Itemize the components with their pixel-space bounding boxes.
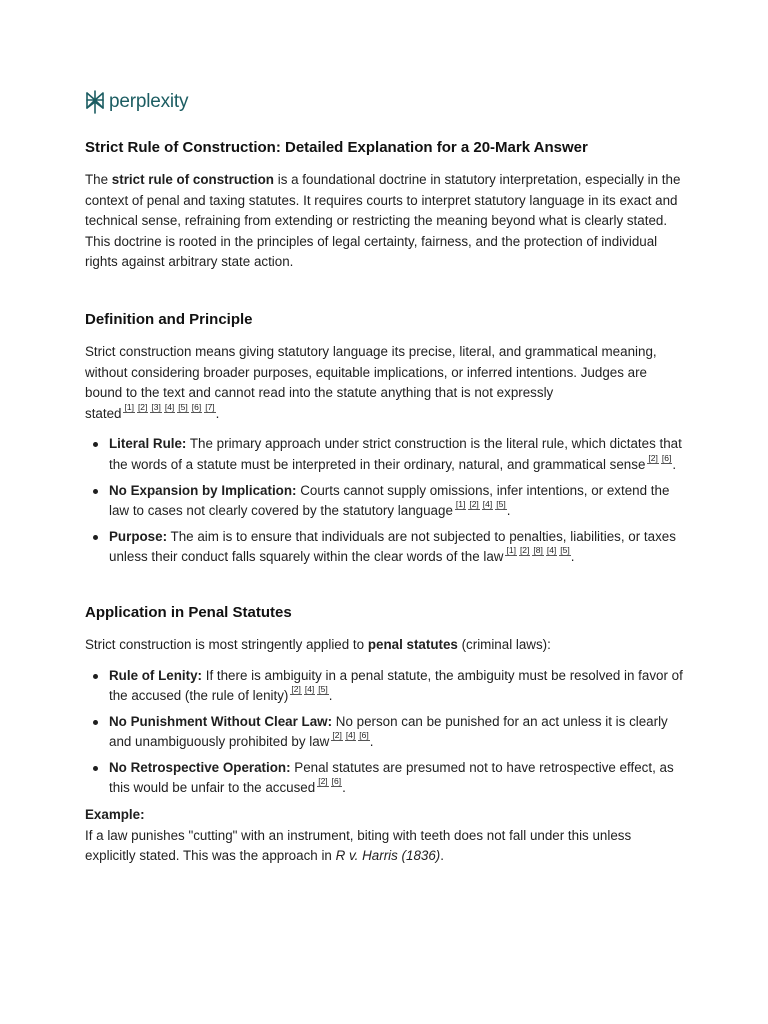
bullet-label: Purpose: <box>109 528 168 544</box>
citation-link[interactable]: [2] <box>291 684 301 695</box>
intro-paragraph <box>85 170 685 273</box>
bullet-label: No Retrospective Operation: <box>109 759 291 775</box>
definition-paragraph: Strict construction means giving statutory language its precise, literal, and grammatical meaning, without considering broader purposes, equitable implications, or inferred intentions. Judges are bound to the text and cannot read into the statute anything that is not expressly stated [1] [2] [3] [4] [5] [6] [7]. <box>85 343 657 421</box>
brand-logo[interactable] <box>85 90 188 114</box>
citation-link[interactable]: [4] <box>345 730 356 741</box>
citation-link[interactable]: [5] <box>496 499 506 510</box>
citation-link[interactable]: [8] <box>533 545 543 556</box>
bullet-label: No Punishment Without Clear Law: <box>109 713 333 729</box>
bullet-text: The primary approach under strict construction is the literal rule, which dictates that the words of a statute must be interpreted in their ordinary, natural, and grammatical sense <box>109 436 682 472</box>
example-label: Example: <box>85 807 145 823</box>
citation-link[interactable]: [4] <box>164 401 175 412</box>
bullet-text: Penal statutes are presumed not to have retrospective effect, as this would be unfair to the accused <box>109 759 674 796</box>
citation-link[interactable]: [6] <box>359 730 369 741</box>
brand-name: perplexity <box>109 91 189 112</box>
list-item: No Retrospective Operation: Penal statutes are presumed not to have retrospective effect, as this would be unfair to the accused [2] [6]. <box>109 758 685 799</box>
citation-link[interactable]: [2] <box>318 776 328 787</box>
section-heading-application: Application in Penal Statutes <box>85 603 292 621</box>
citation-group <box>315 776 342 795</box>
list-item: No Expansion by Implication: Courts cannot supply omissions, infer intentions, or extend the law to cases not clearly covered by the statutory language [1] [2] [4] [5]. <box>109 481 685 522</box>
example-paragraph <box>85 826 685 867</box>
list-item: Rule of Lenity: If there is ambiguity in a penal statute, the ambiguity must be resolved in favor of the accused (the rule of lenity) [2] [4] [5]. <box>109 666 685 707</box>
example-text-end: . <box>440 848 444 864</box>
citation-group <box>329 730 369 749</box>
citation-link[interactable]: [4] <box>304 684 315 695</box>
application-intro-text: Strict construction is most stringently applied to <box>85 636 368 652</box>
bullet-text: The aim is to ensure that individuals are not subjected to penalties, liabilities, or taxes unless their conduct falls squarely within the clear words of the law <box>109 528 676 565</box>
citation-group <box>453 499 507 518</box>
citation-group <box>288 684 328 703</box>
citation-group <box>121 401 215 421</box>
citation-group <box>645 452 672 472</box>
application-intro-end: (criminal laws): <box>457 636 551 652</box>
citation-link[interactable]: [2] <box>469 499 479 510</box>
citation-link[interactable]: [5] <box>318 684 328 695</box>
citation-link[interactable]: [2] <box>332 730 342 741</box>
citation-link[interactable]: [7] <box>205 401 215 412</box>
application-intro-paragraph <box>85 635 685 656</box>
citation-link[interactable]: [1] <box>455 499 466 510</box>
bullet-text: If there is ambiguity in a penal statute, the ambiguity must be resolved in favor of the accused (the rule of lenity) <box>109 667 683 704</box>
citation-link[interactable]: [1] <box>124 401 134 412</box>
citation-link[interactable]: [6] <box>661 452 672 463</box>
example-case-name: R v. Harris (1836) <box>335 848 441 864</box>
page-title: Strict Rule of Construction: Detailed Explanation for a 20-Mark Answer <box>85 139 588 156</box>
bullet-text: Courts cannot supply omissions, infer intentions, or extend the law to cases not clearly covered by the statutory language <box>109 482 670 519</box>
section-heading-definition: Definition and Principle <box>85 310 253 328</box>
perplexity-logo-icon <box>85 90 105 114</box>
bullet-text: No person can be punished for an act unless it is clearly and unambiguously prohibited by law <box>109 713 668 750</box>
citation-link[interactable]: [4] <box>546 545 557 556</box>
application-bold-term: penal statutes <box>367 636 458 652</box>
citation-link[interactable]: [5] <box>178 401 188 412</box>
intro-bold-term: strict rule of construction <box>111 172 274 187</box>
citation-link[interactable]: [3] <box>151 401 161 412</box>
definition-bullet-list <box>85 434 685 568</box>
citation-group <box>503 545 570 564</box>
list-item: Literal Rule: The primary approach under strict construction is the literal rule, which dictates that the words of a statute must be interpreted in their ordinary, natural, and grammatical sense [2] [6]. <box>109 434 685 475</box>
answer-content <box>85 136 685 867</box>
intro-text-start: The <box>85 172 112 187</box>
citation-link[interactable]: [2] <box>648 452 658 463</box>
list-item: No Punishment Without Clear Law: No person can be punished for an act unless it is clearly and unambiguously prohibited by law [2] [4] [6]. <box>109 712 685 753</box>
citation-link[interactable]: [6] <box>191 401 202 412</box>
bullet-label: Rule of Lenity: <box>109 667 202 683</box>
intro-text-rest: is a foundational doctrine in statutory interpretation, especially in the context of penal and taxing statutes. It requires courts to interpret statutory language in its exact and technical sense, refraining from extending or restricting the meaning beyond what is clearly stated. This doctrine is rooted in the principles of legal certainty, fairness, and the protection of individual rights against arbitrary state action. <box>85 172 681 270</box>
citation-link[interactable]: [2] <box>519 545 530 556</box>
citation-link[interactable]: [1] <box>506 545 516 556</box>
citation-link[interactable]: [5] <box>560 545 570 556</box>
citation-link[interactable]: [4] <box>482 499 493 510</box>
bullet-label: No Expansion by Implication: <box>109 482 297 498</box>
application-bullet-list <box>85 666 685 800</box>
bullet-label: Literal Rule: <box>109 436 187 452</box>
citation-link[interactable]: [2] <box>137 401 148 412</box>
definition-text: Strict construction means giving statutory language its precise, literal, and grammatical meaning, without considering broader purposes, equitable implications, or inferred intentions. Judges are bound to the text and cannot read into the statute anything that is not expressly stated <box>85 343 657 421</box>
list-item: Purpose: The aim is to ensure that individuals are not subjected to penalties, liabilities, or taxes unless their conduct falls squarely within the clear words of the law [1] [2] [8] [4] [5]. <box>109 527 685 568</box>
citation-link[interactable]: [6] <box>331 776 342 787</box>
example-text: If a law punishes "cutting" with an instrument, biting with teeth does not fall under this unless explicitly stated. This was the approach in <box>85 827 632 864</box>
